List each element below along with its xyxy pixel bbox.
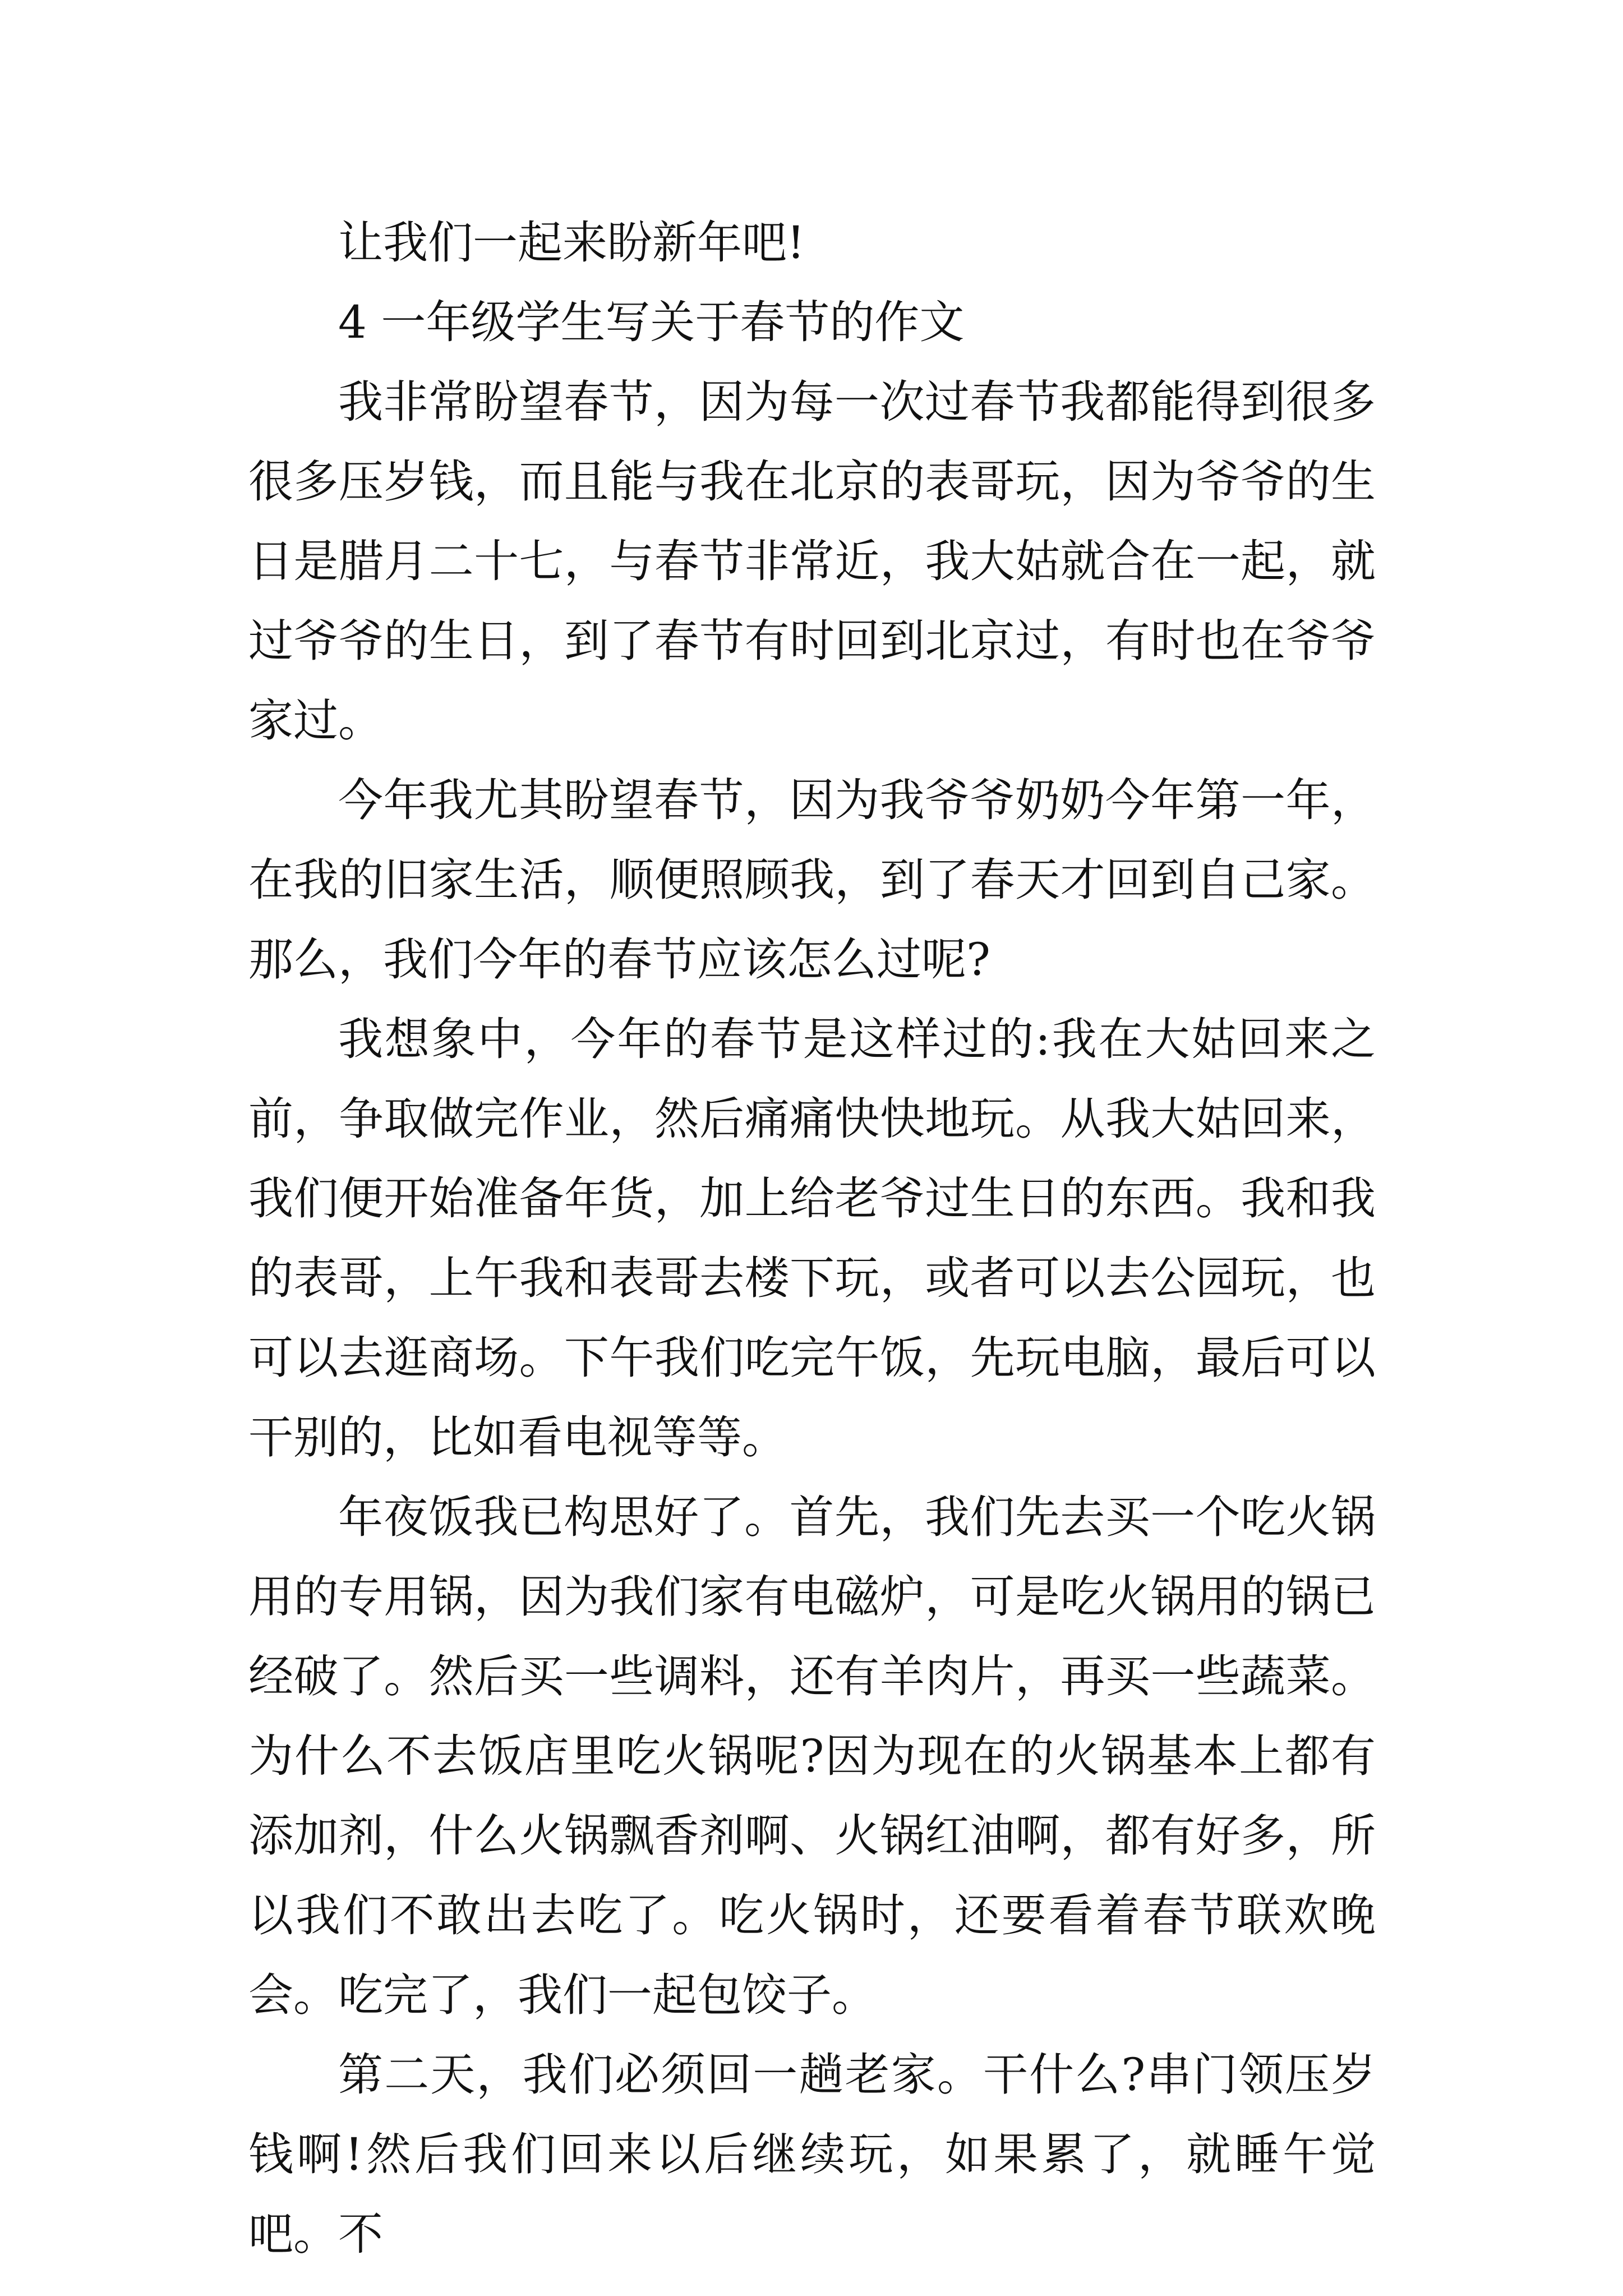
document-body <box>248 203 1376 2274</box>
paragraph: 今年我尤其盼望春节，因为我爷爷奶奶今年第一年，在我的旧家生活，顺便照顾我，到了春天才回到自己家。那么，我们今年的春节应该怎么过呢? <box>248 774 1376 986</box>
paragraph: 第二天，我们必须回一趟老家。干什么?串门领压岁钱啊!然后我们回来以后继续玩，如果累了，就睡午觉吧。不 <box>248 2049 1376 2260</box>
essay-heading: 4 一年级学生写关于春节的作文 <box>338 296 965 348</box>
paragraph-closing-line: 让我们一起来盼新年吧! <box>338 217 805 269</box>
paragraph: 我非常盼望春节，因为每一次过春节我都能得到很多很多压岁钱，而且能与我在北京的表哥玩，因为爷爷的生日是腊月二十七，与春节非常近，我大姑就合在一起，就过爷爷的生日，到了春节有时回到北京过，有时也在爷爷家过。 <box>248 376 1376 747</box>
paragraph: 我想象中，今年的春节是这样过的:我在大姑回来之前，争取做完作业，然后痛痛快快地玩。从我大姑回来，我们便开始准备年货，加上给老爷过生日的东西。我和我的表哥，上午我和表哥去楼下玩，或者可以去公园玩，也可以去逛商场。下午我们吃完午饭，先玩电脑，最后可以干别的，比如看电视等等。 <box>248 1013 1376 1464</box>
paragraph: 年夜饭我已构思好了。首先，我们先去买一个吃火锅用的专用锅，因为我们家有电磁炉，可是吃火锅用的锅已经破了。然后买一些调料，还有羊肉片，再买一些蔬菜。为什么不去饭店里吃火锅呢?因为现在的火锅基本上都有添加剂，什么火锅飘香剂啊、火锅红油啊，都有好多，所以我们不敢出去吃了。吃火锅时，还要看着春节联欢晚会。吃完了，我们一起包饺子。 <box>248 1491 1376 2021</box>
